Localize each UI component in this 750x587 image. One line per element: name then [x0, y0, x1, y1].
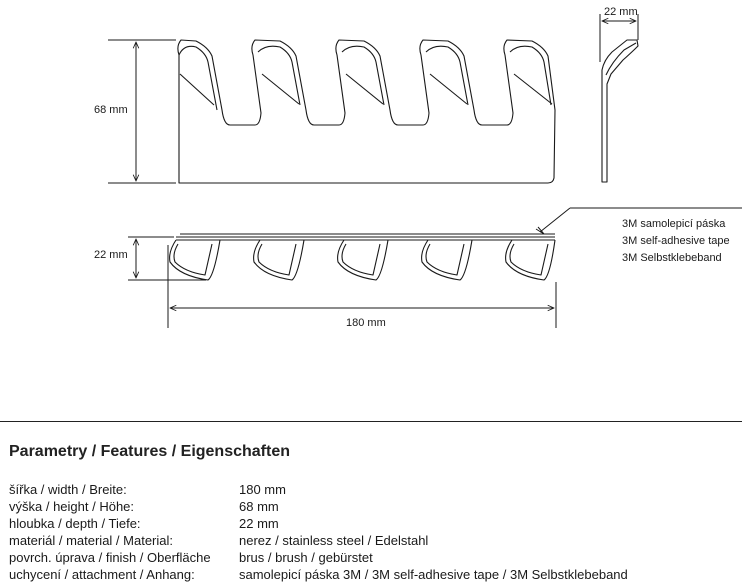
tape-note-en: 3M self-adhesive tape: [622, 235, 730, 247]
spec-row-attachment: [0, 566, 750, 583]
spec-label: uchycení / attachment / Anhang:: [9, 567, 195, 582]
spec-label: výška / height / Höhe:: [9, 499, 135, 514]
height-label: 68 mm: [94, 104, 128, 116]
spec-label: povrch. úprava / finish / Oberfläche: [9, 550, 211, 565]
side-view: [602, 40, 638, 182]
hook-bevel-2b: [262, 74, 299, 104]
tape-note-de: 3M Selbstklebeband: [622, 252, 722, 264]
features-title: Parametry / Features / Eigenschaften: [9, 443, 290, 460]
depth-left-label: 22 mm: [94, 249, 128, 261]
hook-bevel-1b: [180, 74, 214, 105]
spec-label: materiál / material / Material:: [9, 533, 173, 548]
spec-row-depth: [0, 515, 750, 532]
spec-value: 180 mm: [239, 482, 286, 497]
top-view: [170, 234, 555, 280]
depth-dimension-left: [128, 237, 206, 280]
width-dimension: [168, 245, 556, 328]
spec-row-width: [0, 481, 750, 498]
spec-label: šířka / width / Breite:: [9, 482, 127, 497]
side-view-outline: [602, 40, 638, 182]
front-view-outline: [178, 40, 555, 183]
depth-top-label: 22 mm: [604, 6, 638, 18]
section-divider: [0, 421, 742, 422]
spec-value: 22 mm: [239, 516, 279, 531]
spec-label: hloubka / depth / Tiefe:: [9, 516, 141, 531]
hook-bevel-4b: [430, 74, 467, 104]
hook-bevel-3b: [346, 74, 383, 104]
spec-row-height: [0, 498, 750, 515]
spec-row-material: [0, 532, 750, 549]
front-view: [178, 40, 555, 183]
spec-value: samolepicí páska 3M / 3M self-adhesive tape / 3M Selbstklebeband: [239, 567, 628, 582]
tape-note-cz: 3M samolepicí páska: [622, 218, 726, 230]
spec-value: 68 mm: [239, 499, 279, 514]
spec-row-finish: [0, 549, 750, 566]
side-view-inner: [606, 43, 636, 75]
width-label: 180 mm: [346, 317, 386, 329]
spec-value: nerez / stainless steel / Edelstahl: [239, 533, 429, 548]
spec-value: brus / brush / gebürstet: [239, 550, 373, 565]
